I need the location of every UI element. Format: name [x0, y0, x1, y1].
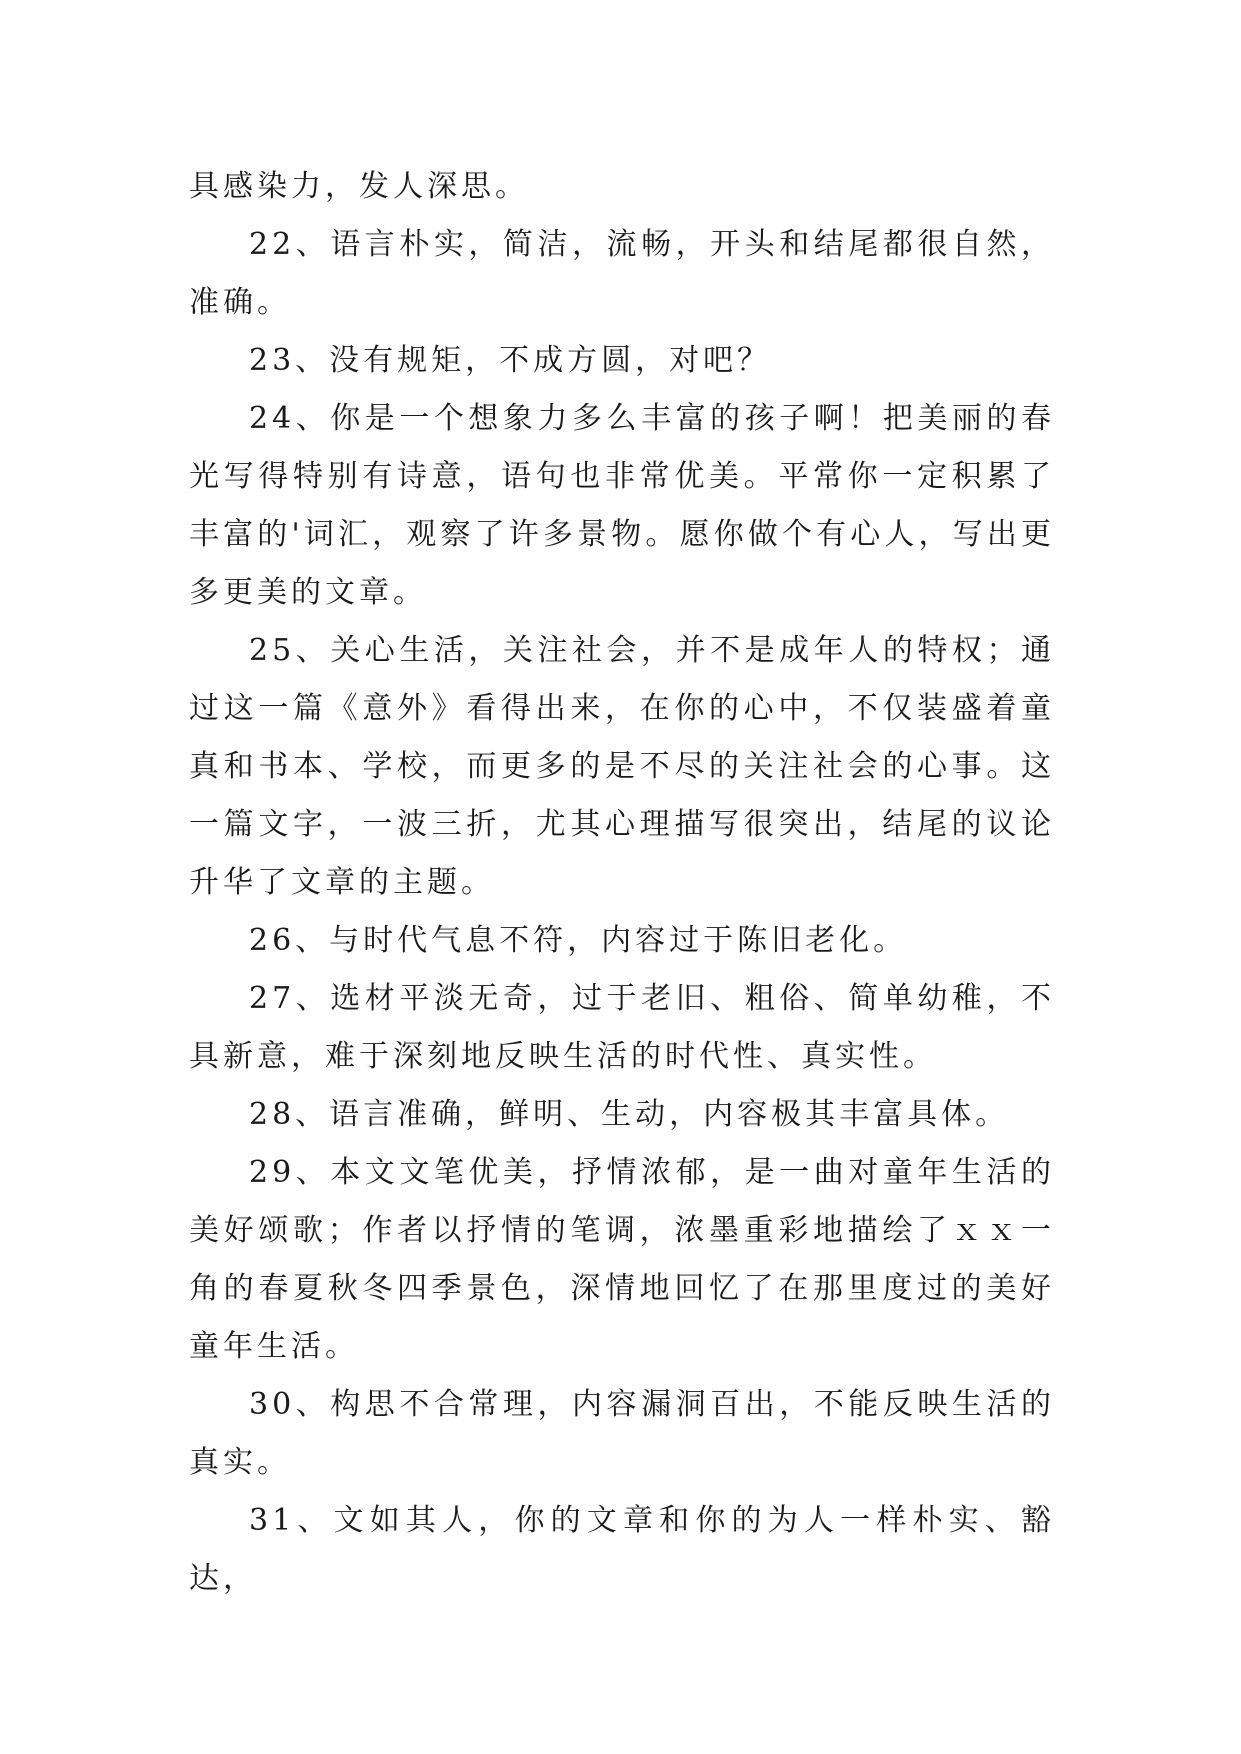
paragraph-24: 24、你是一个想象力多么丰富的孩子啊！把美丽的春光写得特别有诗意，语句也非常优美。平常你一定积累了丰富的'词汇，观察了许多景物。愿你做个有心人，写出更多更美的文章。 — [189, 401, 1055, 610]
paragraph-continuation: 具感染力，发人深思。 — [189, 169, 529, 204]
paragraph-31: 31、文如其人，你的文章和你的为人一样朴实、豁达， — [189, 1503, 1055, 1596]
paragraph-30: 30、构思不合常理，内容漏洞百出，不能反映生活的真实。 — [189, 1387, 1055, 1480]
paragraph-27: 27、选材平淡无奇，过于老旧、粗俗、简单幼稚，不具新意，难于深刻地反映生活的时代性、真实性。 — [189, 981, 1055, 1074]
paragraph-23: 23、没有规矩，不成方圆，对吧？ — [249, 343, 772, 378]
paragraph-26: 26、与时代气息不符，内容过于陈旧老化。 — [249, 923, 908, 958]
document-body — [189, 158, 1055, 1608]
paragraph-22: 22、语言朴实，简洁，流畅，开头和结尾都很自然，准确。 — [189, 227, 1055, 320]
paragraph-28: 28、语言准确，鲜明、生动，内容极其丰富具体。 — [249, 1097, 1010, 1132]
paragraph-29: 29、本文文笔优美，抒情浓郁，是一曲对童年生活的美好颂歌；作者以抒情的笔调，浓墨重彩地描绘了ｘｘ一角的春夏秋冬四季景色，深情地回忆了在那里度过的美好童年生活。 — [189, 1155, 1055, 1364]
paragraph-25: 25、关心生活，关注社会，并不是成年人的特权；通过这一篇《意外》看得出来，在你的心中，不仅装盛着童真和书本、学校，而更多的是不尽的关注社会的心事。这一篇文字，一波三折，尤其心理描写很突出，结尾的议论升华了文章的主题。 — [189, 633, 1055, 900]
